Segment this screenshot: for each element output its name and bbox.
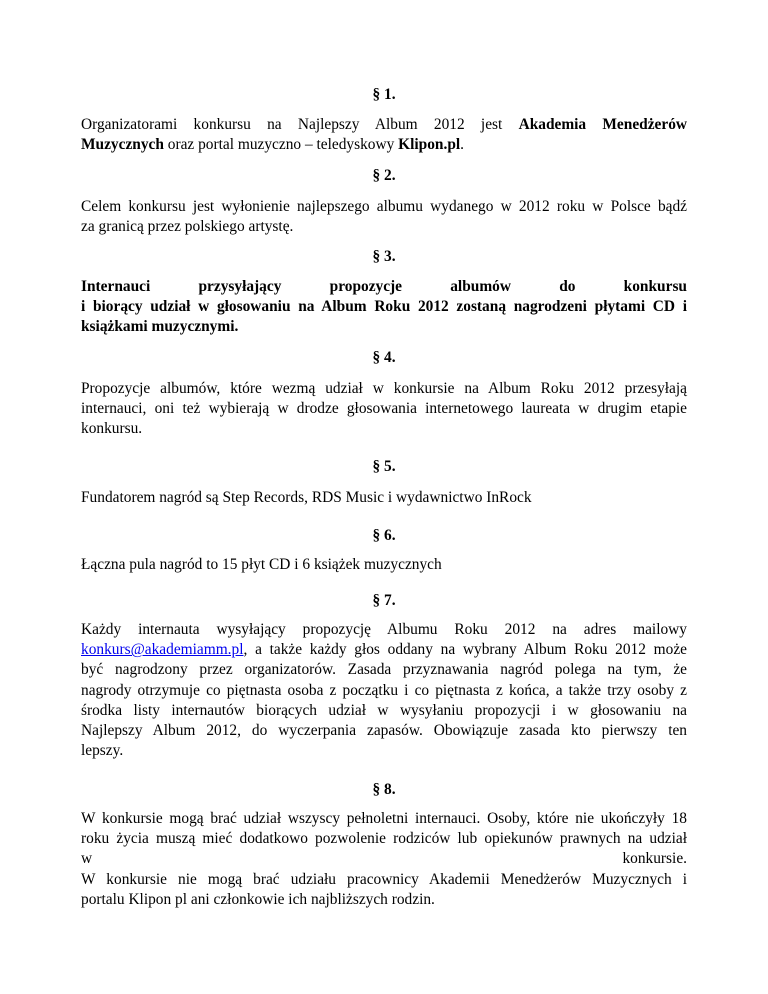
text-line xyxy=(81,488,687,508)
section-heading-7: § 7. xyxy=(372,592,396,609)
bold-text-run: Akademia Menedżerów xyxy=(518,116,688,133)
text-line xyxy=(81,419,687,439)
text-line xyxy=(81,870,687,890)
text-run: nagrody otrzymuje co piętnasta osoba z początku i co piętnasta z końca, a także trzy osoby z xyxy=(81,681,687,699)
text-line xyxy=(81,829,687,849)
text-run: W konkursie mogą brać udział wszyscy pełnoletni internauci. Osoby, które nie ukończyły 18 xyxy=(81,810,687,827)
text-run: Łączna pula nagród to 15 płyt CD i 6 książek muzycznych xyxy=(81,556,442,573)
text-line xyxy=(81,681,687,701)
bold-text-run: Muzycznych xyxy=(81,136,164,154)
section-body-2 xyxy=(81,197,687,237)
text-run: Celem konkursu jest wyłonienie najlepszego albumu wydanego w 2012 roku w Polsce bądź xyxy=(81,198,687,215)
section-heading-5: § 5. xyxy=(372,458,396,475)
email-link[interactable]: konkurs@akademiamm.pl xyxy=(81,641,244,659)
section-heading-8: § 8. xyxy=(372,781,396,798)
text-line xyxy=(81,317,687,337)
section-heading-4: § 4. xyxy=(372,349,396,366)
text-line xyxy=(81,809,687,829)
section-body-4 xyxy=(81,379,687,440)
text-run: lepszy. xyxy=(81,742,124,760)
text-run: W konkursie nie mogą brać udziału pracownicy Akademii Menedżerów Muzycznych i xyxy=(81,870,687,888)
text-line xyxy=(81,197,687,217)
text-run: konkursu. xyxy=(81,420,143,438)
text-run: Fundatorem nagród są Step Records, RDS Music i wydawnictwo InRock xyxy=(81,489,532,506)
text-line xyxy=(81,701,687,721)
section-body-1 xyxy=(81,115,687,155)
text-run: w konkursie. xyxy=(81,850,687,868)
text-run: . xyxy=(460,136,465,154)
bold-text-run: Internauci przysyłający propozycje albumów do konkursu xyxy=(81,278,687,295)
text-line xyxy=(81,741,687,761)
bold-text-run: Klipon.pl xyxy=(398,136,461,154)
section-heading-1: § 1. xyxy=(372,86,396,103)
text-run: oraz portal muzyczno – teledyskowy xyxy=(163,136,399,154)
text-run: portalu Klipon pl ani członkowie ich najbliższych rodzin. xyxy=(81,890,435,908)
text-run: , a także każdy głos oddany na wybrany Album Roku 2012 może xyxy=(243,641,687,659)
text-line xyxy=(81,640,687,660)
bold-text-run: książkami muzycznymi. xyxy=(81,318,239,336)
text-run: środka listy internautów biorących udział w wysyłaniu propozycji i w głosowaniu na xyxy=(81,701,687,719)
section-body-5 xyxy=(81,488,687,508)
section-heading-3: § 3. xyxy=(372,248,396,265)
section-body-6 xyxy=(81,555,687,575)
section-heading-6: § 6. xyxy=(372,527,396,544)
text-line xyxy=(81,849,687,869)
text-run: internauci, oni też wybierają w drodze głosowania internetowego laureata w drugim etapie xyxy=(81,400,687,418)
text-line xyxy=(81,620,687,640)
text-line xyxy=(81,217,687,237)
text-line xyxy=(81,277,687,297)
text-run: Każdy internauta wysyłający propozycję Albumu Roku 2012 na adres mailowy xyxy=(81,621,687,638)
text-line xyxy=(81,721,687,741)
text-run: Najlepszy Album 2012, do wyczerpania zapasów. Obowiązuje zasada kto pierwszy ten xyxy=(81,721,687,739)
text-run: Organizatorami konkursu na Najlepszy Album 2012 jest xyxy=(81,116,519,133)
text-run: być nagrodzony przez organizatorów. Zasada przyznawania nagród polega na tym, że xyxy=(81,661,687,679)
text-run: roku życia muszą mieć dodatkowo pozwolenie rodziców lub opiekunów prawnych na udział xyxy=(81,830,687,848)
text-run: za granicą przez polskiego artystę. xyxy=(81,218,294,236)
text-line xyxy=(81,660,687,680)
text-line xyxy=(81,115,687,135)
section-body-8 xyxy=(81,809,687,910)
text-line xyxy=(81,399,687,419)
section-heading-2: § 2. xyxy=(372,167,396,184)
text-line xyxy=(81,379,687,399)
section-body-7 xyxy=(81,620,687,761)
text-line xyxy=(81,135,687,155)
text-line xyxy=(81,890,687,910)
text-line xyxy=(81,555,687,575)
section-body-3 xyxy=(81,277,687,338)
text-run: Propozycje albumów, które wezmą udział w konkursie na Album Roku 2012 przesyłają xyxy=(81,380,687,397)
text-line xyxy=(81,297,687,317)
bold-text-run: i biorący udział w głosowaniu na Album Roku 2012 zostaną nagrodzeni płytami CD i xyxy=(81,298,687,316)
